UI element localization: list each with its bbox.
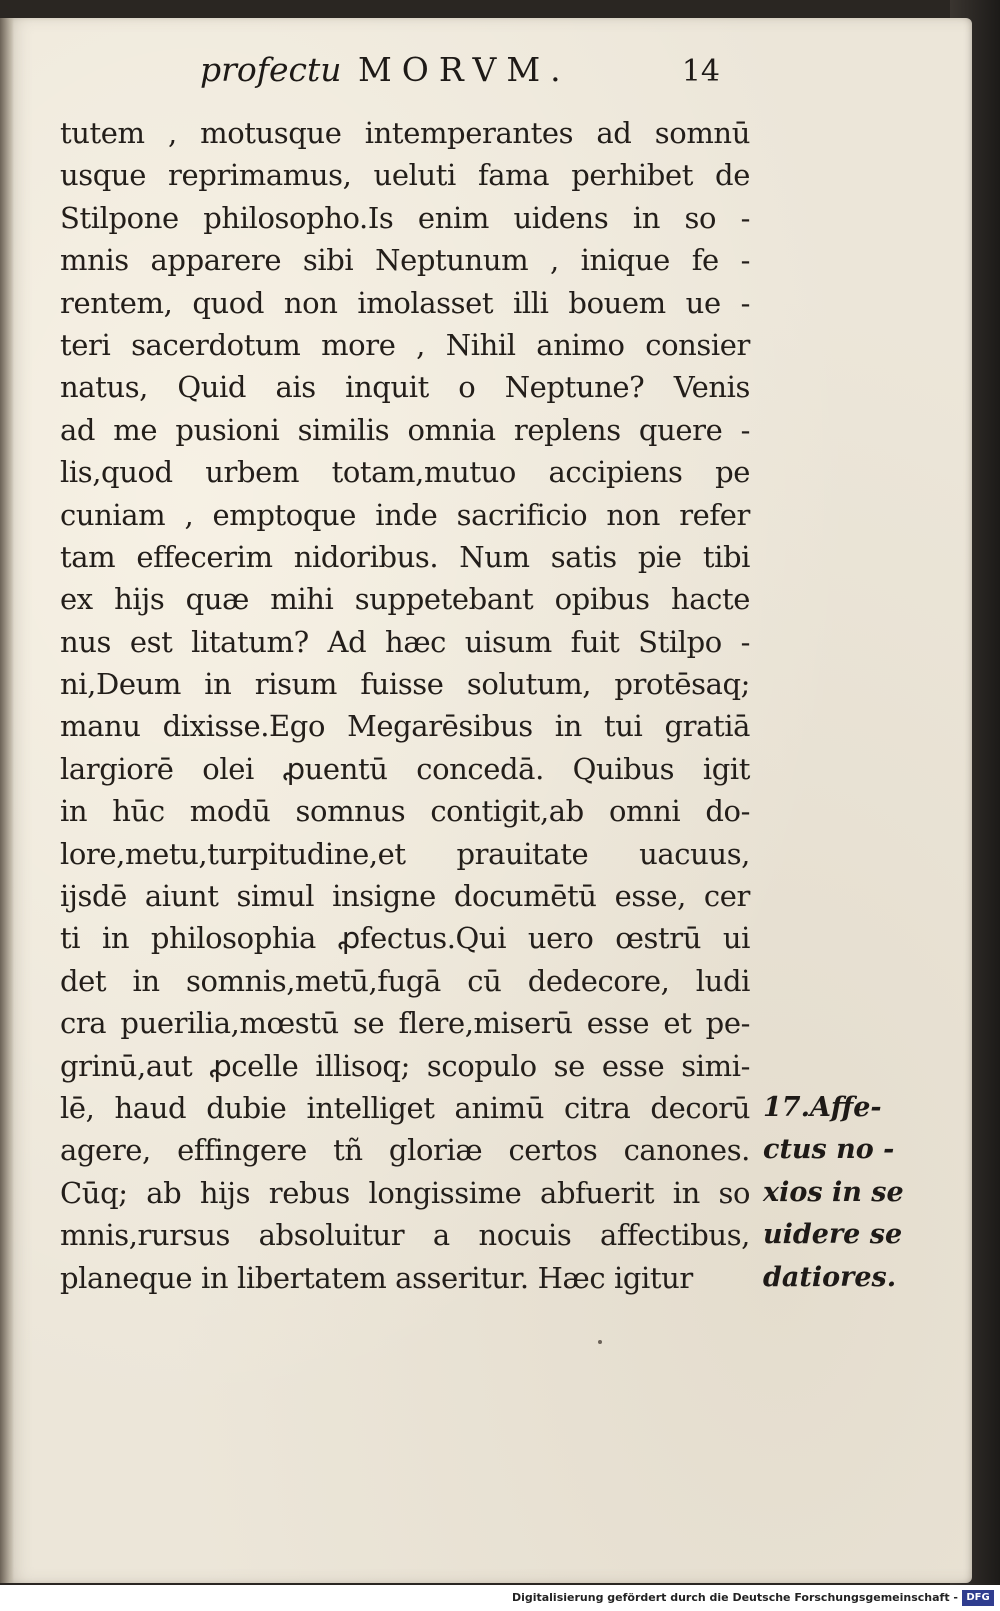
marginal-note-line: xios in se xyxy=(763,1176,904,1208)
running-title-caps: MORVM. xyxy=(358,50,571,89)
running-title: profectu xyxy=(200,50,342,89)
text-line: ad me pusioni similis omnia replens quere - xyxy=(60,412,750,447)
marginal-note xyxy=(763,1087,913,1299)
text-line: det in somnis,metū,fugā cū dedecore, ludi xyxy=(60,963,750,998)
marginal-note-line: uidere se xyxy=(763,1219,903,1251)
text-line: lore,metu,turpitudine,et prauitate uacuus, xyxy=(60,836,750,871)
text-line: nus est litatum? Ad hæc uisum fuit Stilpo - xyxy=(60,624,750,659)
body-text xyxy=(60,112,750,1299)
text-line: ijsdē aiunt simul insigne documētū esse, cer xyxy=(60,879,750,914)
ink-speck xyxy=(598,1340,602,1344)
page-header xyxy=(200,50,720,100)
page-number: 14 xyxy=(681,54,720,89)
text-line: Stilpone philosopho.Is enim uidens in so - xyxy=(60,200,750,235)
text-line: tam effecerim nidoribus. Num satis pie tibi xyxy=(60,539,750,574)
text-line: lē, haud dubie intelliget animū citra decorū xyxy=(60,1090,750,1125)
dfg-logo: DFG xyxy=(962,1590,994,1606)
text-line: usque reprimamus, ueluti fama perhibet de xyxy=(60,158,750,193)
text-line: rentem, quod non imolasset illi bouem ue - xyxy=(60,285,750,320)
text-line: planeque in libertatem asseritur. Hæc igitur xyxy=(60,1260,693,1295)
text-line: agere, effingere tñ gloriæ certos canones. xyxy=(60,1133,750,1168)
marginal-note-line: ctus no - xyxy=(763,1134,895,1166)
text-line: natus, Quid ais inquit o Neptune? Venis xyxy=(60,370,750,405)
text-line: ti in philosophia ꝓfectus.Qui uero œstrū ui xyxy=(60,921,750,956)
marginal-note-line: datiores. xyxy=(763,1261,897,1293)
text-line: mnis,rursus absoluitur a nocuis affectibus, xyxy=(60,1218,750,1253)
text-line: ex hijs quæ mihi suppetebant opibus hacte xyxy=(60,582,750,617)
text-line: teri sacerdotum more , Nihil animo consier xyxy=(60,327,750,362)
text-line: largiorē olei ꝓuentū concedā. Quibus igit xyxy=(60,751,750,786)
text-line: cuniam , emptoque inde sacrificio non refer xyxy=(60,497,750,532)
book-gutter xyxy=(0,18,14,1583)
text-line: lis,quod urbem totam,mutuo accipiens pe xyxy=(60,455,750,490)
text-line: manu dixisse.Ego Megarēsibus in tui gratiā xyxy=(60,709,750,744)
text-line: ni,Deum in risum fuisse solutum, protēsaq; xyxy=(60,667,750,702)
text-line: grinū,aut ꝓcelle illisoq; scopulo se esse simi- xyxy=(60,1048,750,1083)
footer-bar xyxy=(0,1585,1000,1611)
text-line: tutem , motusque intemperantes ad somnū xyxy=(60,116,750,150)
text-line: cra puerilia,mœstū se flere,miserū esse et pe- xyxy=(60,1006,750,1041)
text-line: in hūc modū somnus contigit,ab omni do- xyxy=(60,794,750,829)
marginal-note-line: 17.Affe- xyxy=(763,1092,882,1123)
text-line: Cūq; ab hijs rebus longissime abfuerit in so xyxy=(60,1175,750,1210)
funding-credit: Digitalisierung gefördert durch die Deutsche Forschungsgemeinschaft - xyxy=(511,1591,958,1604)
text-line: mnis apparere sibi Neptunum , inique fe - xyxy=(60,243,750,278)
